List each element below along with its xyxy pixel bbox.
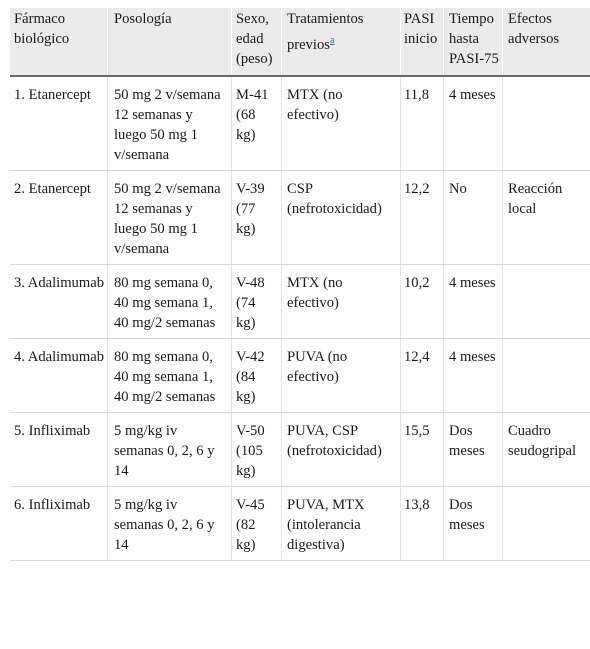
cell-tiempo: 4 meses	[444, 339, 503, 413]
header-posologia: Posología	[108, 8, 232, 76]
cell-efectos: Reacción local	[503, 171, 590, 265]
table-row	[10, 413, 590, 487]
header-tratamientos	[282, 8, 401, 76]
table-header-row	[10, 8, 590, 76]
cell-efectos	[503, 265, 590, 339]
cell-tratamientos: MTX (no efectivo)	[282, 265, 401, 339]
cell-posologia: 50 mg 2 v/semana 12 semanas y luego 50 mg 1 v/semana	[108, 76, 232, 171]
cell-tiempo: Dos meses	[444, 487, 503, 561]
cell-farmaco: 6. Infliximab	[10, 487, 108, 561]
table-row	[10, 487, 590, 561]
cell-posologia: 80 mg semana 0, 40 mg semana 1, 40 mg/2 semanas	[108, 265, 232, 339]
cell-sexo-edad: V-39 (77 kg)	[232, 171, 282, 265]
cell-tratamientos: CSP (nefrotoxicidad)	[282, 171, 401, 265]
cell-sexo-edad: V-45 (82 kg)	[232, 487, 282, 561]
cell-farmaco: 2. Etanercept	[10, 171, 108, 265]
cell-pasi-inicio: 13,8	[401, 487, 444, 561]
cell-efectos	[503, 487, 590, 561]
cell-pasi-inicio: 10,2	[401, 265, 444, 339]
header-pasi-inicio: PASI inicio	[401, 8, 444, 76]
cell-tratamientos: PUVA, CSP (nefrotoxicidad)	[282, 413, 401, 487]
cell-pasi-inicio: 12,4	[401, 339, 444, 413]
cell-sexo-edad: V-48 (74 kg)	[232, 265, 282, 339]
cell-tiempo: Dos meses	[444, 413, 503, 487]
cell-tiempo: 4 meses	[444, 265, 503, 339]
table-row	[10, 339, 590, 413]
cell-pasi-inicio: 12,2	[401, 171, 444, 265]
cell-tratamientos: MTX (no efectivo)	[282, 76, 401, 171]
header-tiempo-pasi75: Tiempo hasta PASI-75	[444, 8, 503, 76]
cell-sexo-edad: V-50 (105 kg)	[232, 413, 282, 487]
cell-farmaco: 1. Etanercept	[10, 76, 108, 171]
footnote-link[interactable]: a	[330, 35, 334, 46]
treatments-table	[10, 8, 590, 561]
table-row	[10, 171, 590, 265]
cell-tiempo: No	[444, 171, 503, 265]
cell-farmaco: 5. Infliximab	[10, 413, 108, 487]
header-efectos-adversos: Efectos adversos	[503, 8, 590, 76]
header-tratamientos-label: Tratamientos previos	[287, 11, 363, 53]
cell-efectos: Cuadro seudogripal	[503, 413, 590, 487]
cell-efectos	[503, 339, 590, 413]
cell-efectos	[503, 76, 590, 171]
header-sexo-edad: Sexo, edad (peso)	[232, 8, 282, 76]
table-row	[10, 76, 590, 171]
cell-pasi-inicio: 11,8	[401, 76, 444, 171]
cell-sexo-edad: M-41 (68 kg)	[232, 76, 282, 171]
cell-sexo-edad: V-42 (84 kg)	[232, 339, 282, 413]
cell-tiempo: 4 meses	[444, 76, 503, 171]
cell-farmaco: 4. Adalimumab	[10, 339, 108, 413]
cell-pasi-inicio: 15,5	[401, 413, 444, 487]
cell-posologia: 50 mg 2 v/semana 12 semanas y luego 50 mg 1 v/semana	[108, 171, 232, 265]
cell-tratamientos: PUVA (no efectivo)	[282, 339, 401, 413]
cell-posologia: 5 mg/kg iv semanas 0, 2, 6 y 14	[108, 413, 232, 487]
cell-posologia: 80 mg semana 0, 40 mg semana 1, 40 mg/2 semanas	[108, 339, 232, 413]
cell-farmaco: 3. Adalimumab	[10, 265, 108, 339]
table-row	[10, 265, 590, 339]
cell-posologia: 5 mg/kg iv semanas 0, 2, 6 y 14	[108, 487, 232, 561]
cell-tratamientos: PUVA, MTX (intolerancia digestiva)	[282, 487, 401, 561]
header-farmaco: Fármaco biológico	[10, 8, 108, 76]
